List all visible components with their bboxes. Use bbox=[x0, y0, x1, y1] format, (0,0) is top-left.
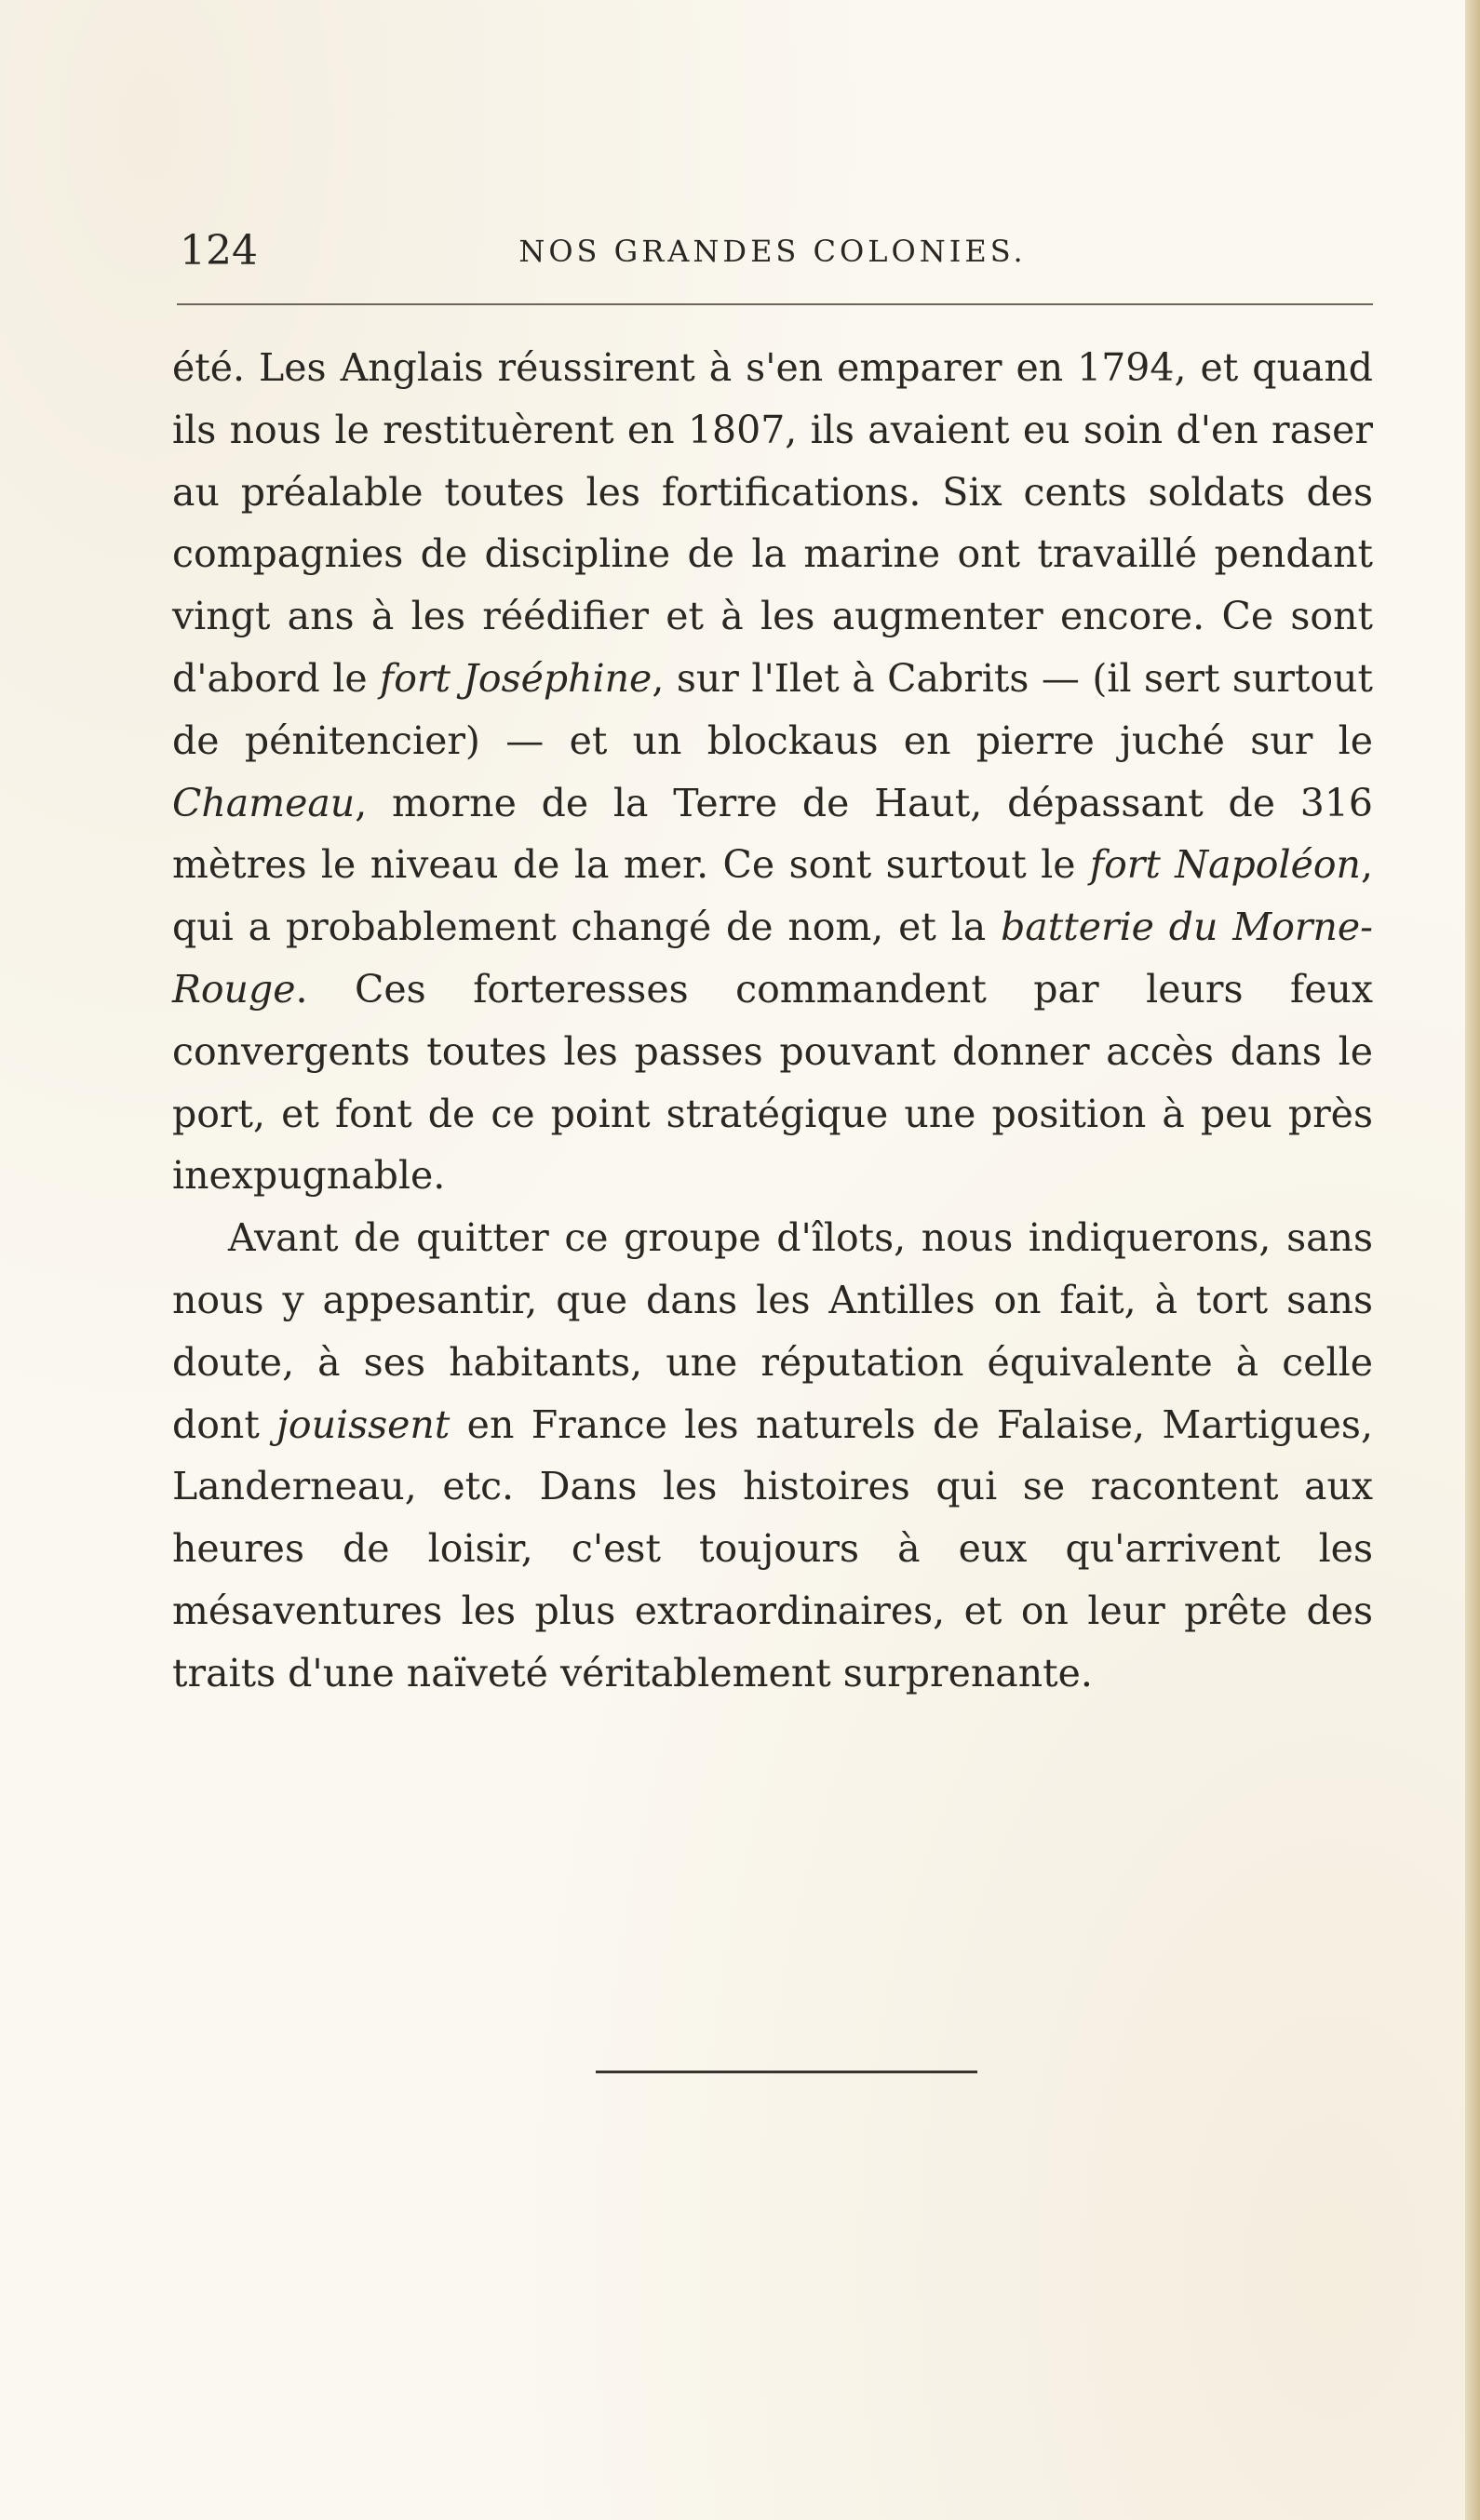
page-edge bbox=[1465, 0, 1480, 2520]
running-title: NOS GRANDES COLONIES. bbox=[518, 234, 1027, 269]
header-rule bbox=[177, 303, 1373, 305]
paragraph-2: Avant de quitter ce groupe d'îlots, nous indiquerons, sans nous y appesantir, que dans les Antilles on fait, à tort sans doute, à ses habitants, une réputation équivalente à celle dont jouissent en France les naturels de Falaise, Martigues, Landerneau, etc. Dans les histoires qui se racontent aux heures de loisir, c'est toujours à eux qu'arrivent les mésaventures les plus extraordinaires, et on leur prête des traits d'une naïveté véritablement surprenante. bbox=[172, 1215, 1373, 1696]
paragraph-1: été. Les Anglais réussirent à s'en emparer en 1794, et quand ils nous le restituèrent en 1807, ils avaient eu soin d'en raser au préalable toutes les fortifications. Six cents soldats des compagnies de discipline de la marine ont travaillé pendant vingt ans à les réédifier et à les augmenter encore. Ce sont d'abord le fort Joséphine, sur l'Ilet à Cabrits — (il sert surtout de pénitencier) — et un blockaus en pierre juché sur le Chameau, morne de la Terre de Haut, dépassant de 316 mètres le niveau de la mer. Ce sont surtout le fort Napoléon, qui a probablement changé de nom, et la batterie du Morne-Rouge. Ces forteresses commandent par leurs feux convergents toutes les passes pouvant donner accès dans le port, et font de ce point stratégique une position à peu près inexpugnable. bbox=[172, 345, 1374, 1199]
end-rule bbox=[596, 2071, 977, 2073]
page-number: 124 bbox=[180, 227, 258, 275]
page-header bbox=[172, 223, 1373, 279]
body-text bbox=[172, 337, 1373, 1705]
